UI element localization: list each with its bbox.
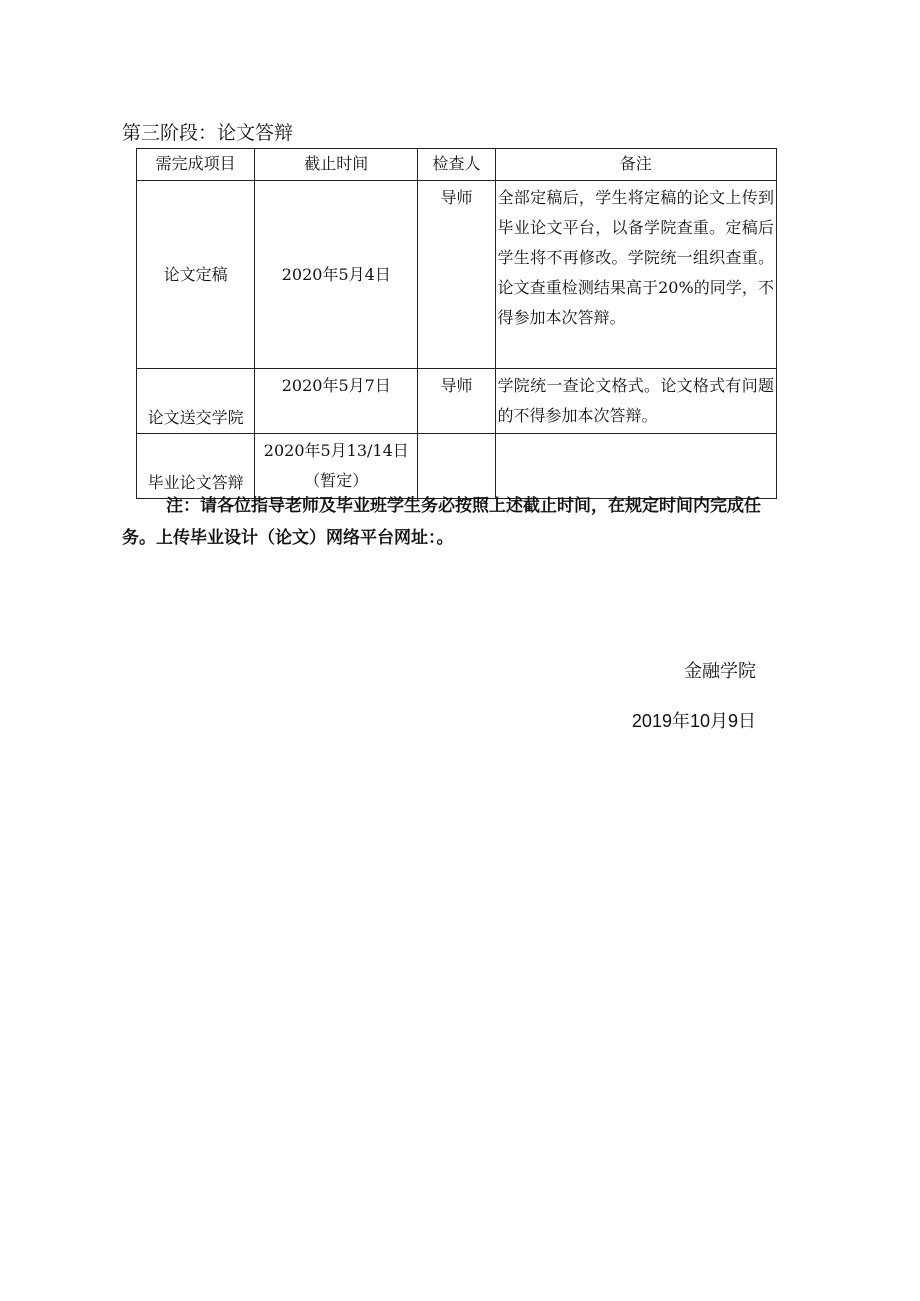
signature-date: 2019年10月9日 [631, 711, 756, 731]
cell-notes [495, 434, 776, 499]
table-row [137, 434, 777, 499]
cell-notes: 全部定稿后，学生将定稿的论文上传到毕业论文平台，以备学院查重。定稿后学生将不再修改。学院统一组织查重。论文查重检测结果高于20%的同学，不得参加本次答辩。 [495, 181, 776, 369]
cell-deadline: 2020年5月4日 [255, 181, 418, 369]
cell-checker: 导师 [418, 369, 495, 434]
organization-name: 金融学院 [684, 661, 756, 682]
header-checker: 检查人 [418, 149, 495, 181]
cell-item: 论文定稿 [137, 181, 255, 369]
table-row [137, 369, 777, 434]
footnote-text: 注：请各位指导老师及毕业班学生务必按照上述截止时间，在规定时间内完成任务。上传毕业设计（论文）网络平台网址：。 [122, 496, 761, 548]
header-item: 需完成项目 [137, 149, 255, 181]
cell-deadline: 2020年5月13/14日（暂定） [255, 434, 418, 499]
section-title: 第三阶段：论文答辩 [122, 122, 294, 144]
cell-notes: 学院统一查论文格式。论文格式有问题的不得参加本次答辩。 [495, 369, 776, 434]
cell-item: 毕业论文答辩 [137, 434, 255, 499]
cell-checker [418, 434, 495, 499]
footnote [122, 490, 772, 554]
cell-item: 论文送交学院 [137, 369, 255, 434]
header-notes: 备注 [495, 149, 776, 181]
cell-checker: 导师 [418, 181, 495, 369]
cell-deadline: 2020年5月7日 [255, 369, 418, 434]
table-row [137, 181, 777, 369]
header-deadline: 截止时间 [255, 149, 418, 181]
table-header-row [137, 149, 777, 181]
schedule-table [136, 148, 777, 499]
